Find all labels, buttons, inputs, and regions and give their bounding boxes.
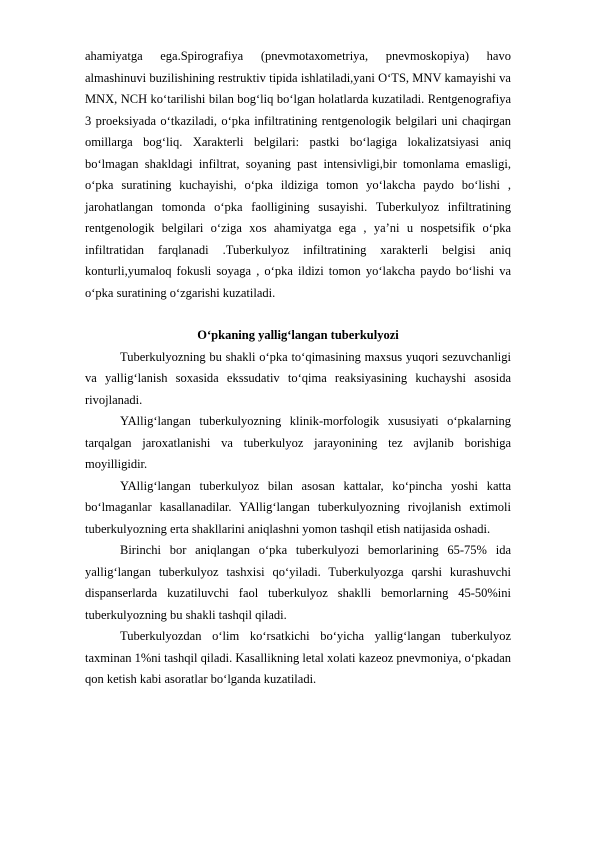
body-paragraph-4: Birinchi bor aniqlangan o‘pka tuberkulyozi bemorlarining 65-75% ida yallig‘langan tuberkulyoz tashxisi qo‘yiladi. Tuberkulyozga qarshi kurashuvchi dispanserlarda kuzatiluvchi faol tuberkulyoz shaklli bemorlarning 45-50%ini tuberkulyozning bu shakli tashqil qiladi. bbox=[85, 543, 511, 622]
document-page bbox=[85, 46, 511, 691]
body-paragraph-1: Tuberkulyozning bu shakli o‘pka to‘qimasining maxsus yuqori sezuvchanligi va yallig‘lanish soxasida ekssudativ to‘qima reaksiyasining kuchayshi asosida rivojlanadi. bbox=[85, 349, 511, 407]
intro-paragraph: ahamiyatga ega.Spirografiya (pnevmotaxometriya, pnevmoskopiya) havo almashinuvi buzilishining restruktiv tipida ishlatiladi,yani O‘TS, MNV kamayishi va MNX, NCH ko‘tarilishi bilan bog‘liq bo‘lgan holatlarda kuzatiladi. Rentgenografiya 3 proeksiyada o‘tkaziladi, o‘pka infiltratining rentgenologik belgilari uni chaqirgan omillarga bog‘liq. Xarakterli belgilari: pastki bo‘lagiga lokalizatsiyasi aniq bo‘lmagan shakldagi infiltrat, soyaning past intensivligi,bir tomonlama emasligi, o‘pka suratining kuchayishi, o‘pka ildiziga tomon yo‘lakcha paydo bo‘lishi , jarohatlangan tomonda o‘pka faolligining susayishi. Tuberkulyoz infiltratining rentgenologik belgilari o‘ziga xos ahamiyatga ega , ya’ni u nospetsifik o‘pka infiltratidan farqlanadi .Tuberkulyoz infiltratining xarakterli belgisi aniq konturli,yumaloq fokusli soyaga , o‘pka ildizi tomon yo‘lakcha paydo bo‘lishi va o‘pka suratining o‘zgarishi kuzatiladi. bbox=[85, 49, 511, 300]
body-paragraph-5: Tuberkulyozdan o‘lim ko‘rsatkichi bo‘yicha yallig‘langan tuberkulyoz taxminan 1%ni tashqil qiladi. Kasallikning letal xolati kazeoz pnevmoniya, o‘pkadan qon ketish kabi asoratlar bo‘lganda kuzatiladi. bbox=[85, 629, 511, 686]
body-paragraph-3: YAllig‘langan tuberkulyoz bilan asosan kattalar, ko‘pincha yoshi katta bo‘lmaganlar kasallanadilar. YAllig‘langan tuberkulyozning rivojlanish extimoli tuberkulyozning erta shakllarini aniqlashni yomon tashqil etish natijasida oshadi. bbox=[85, 478, 511, 536]
section-heading: O‘pkaning yallig‘langan tuberkulyozi bbox=[197, 328, 399, 342]
paragraph-spacer bbox=[85, 304, 511, 325]
body-paragraph-2: YAllig‘langan tuberkulyozning klinik-morfologik xususiyati o‘pkalarning tarqalgan jaroxatlanishi va tuberkulyoz jarayonining tez avjlanib borishiga moyilligidir. bbox=[85, 414, 511, 471]
